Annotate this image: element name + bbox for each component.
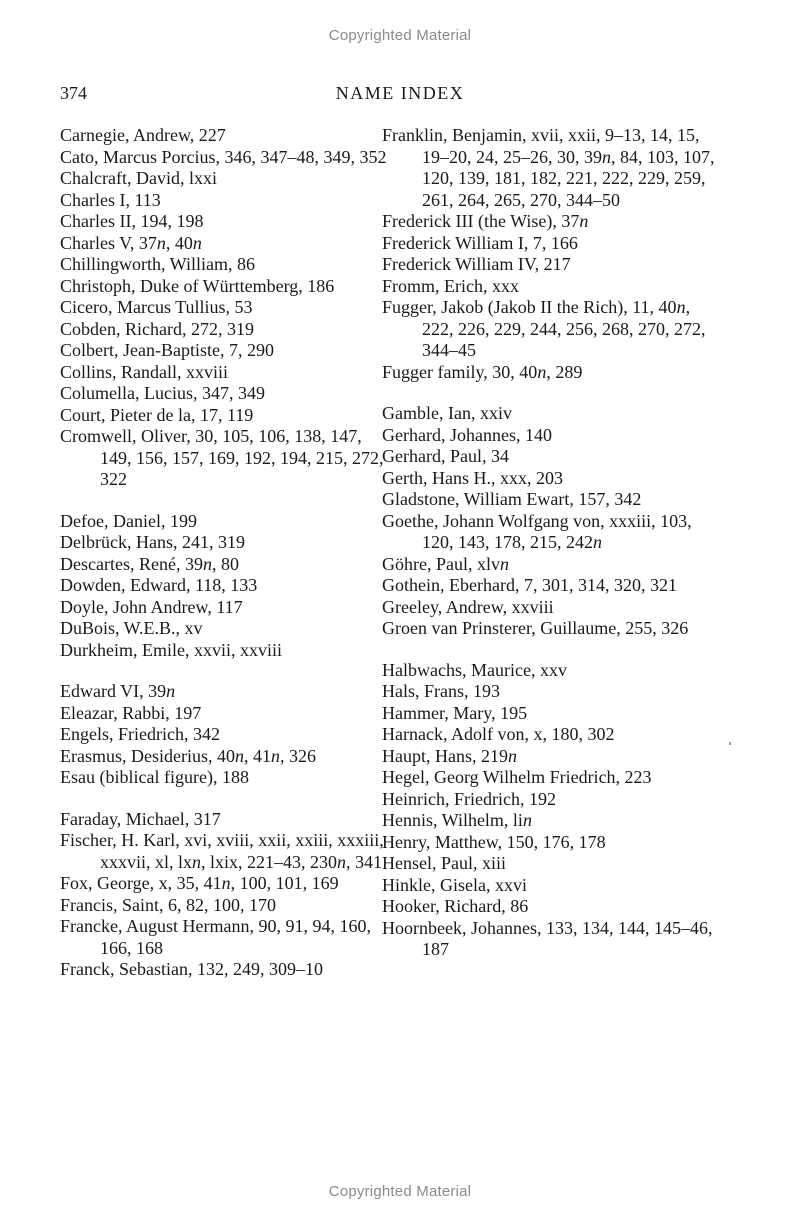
index-entry: Erasmus, Desiderius, 40n, 41n, 326 [60, 745, 316, 766]
index-entry: Engels, Friedrich, 342 [60, 724, 220, 744]
page-number: 374 [60, 83, 87, 103]
index-letter-group [382, 660, 722, 961]
index-entry: Christoph, Duke of Württemberg, 186 [60, 275, 335, 296]
index-entry: Francke, August Hermann, 90, 91, 94, 160, 166, 168 [60, 916, 371, 958]
index-entry: Frederick William IV, 217 [382, 254, 571, 274]
index-entry: Gothein, Eberhard, 7, 301, 314, 320, 321 [382, 575, 677, 595]
index-entry: Hinkle, Gisela, xxvi [382, 874, 527, 895]
index-entry: Durkheim, Emile, xxvii, xxviii [60, 639, 282, 660]
index-letter-group [60, 681, 390, 789]
index-entry: Hensel, Paul, xiii [382, 853, 506, 873]
index-entry: Frederick William I, 7, 166 [382, 232, 578, 253]
index-entry: Edward VI, 39n [60, 681, 176, 701]
index-entry: Gerth, Hans H., xxx, 203 [382, 467, 563, 488]
index-entry: Gerhard, Johannes, 140 [382, 424, 552, 445]
index-entry: Francis, Saint, 6, 82, 100, 170 [60, 894, 276, 915]
index-letter-group [382, 403, 722, 640]
index-entry: Hooker, Richard, 86 [382, 896, 529, 916]
index-entry: Hennis, Wilhelm, lin [382, 810, 532, 830]
index-entry: Heinrich, Friedrich, 192 [382, 788, 556, 809]
index-entry: Gladstone, William Ewart, 157, 342 [382, 489, 642, 509]
index-entry: Doyle, John Andrew, 117 [60, 596, 243, 617]
index-entry: Charles II, 194, 198 [60, 211, 204, 231]
running-head: NAME INDEX [335, 83, 465, 103]
index-column-left [60, 125, 390, 1001]
index-entry: Frederick III (the Wise), 37n [382, 211, 589, 231]
index-entry: Haupt, Hans, 219n [382, 745, 517, 766]
index-entry: DuBois, W.E.B., xv [60, 618, 203, 638]
index-letter-group [60, 511, 390, 662]
index-entry: Dowden, Edward, 118, 133 [60, 575, 258, 595]
index-entry: Columella, Lucius, 347, 349 [60, 383, 265, 403]
index-entry: Charles V, 37n, 40n [60, 232, 202, 253]
index-entry: Goethe, Johann Wolfgang von, xxxiii, 103, 120, 143, 178, 215, 242n [382, 510, 692, 552]
index-entry: Collins, Randall, xxviii [60, 361, 229, 382]
index-entry: Fugger, Jakob (Jakob II the Rich), 11, 40n, 222, 226, 229, 244, 256, 268, 270, 272, 344–45 [382, 297, 706, 360]
index-entry: Fischer, H. Karl, xvi, xviii, xxii, xxiii, xxxiii, xxxvii, xl, lxn, lxix, 221–43, 230n, 341 [60, 830, 384, 872]
index-entry: Hegel, Georg Wilhelm Friedrich, 223 [382, 767, 652, 787]
index-entry: Cicero, Marcus Tullius, 53 [60, 297, 253, 317]
index-entry: Fromm, Erich, xxx [382, 275, 519, 296]
index-entry: Carnegie, Andrew, 227 [60, 125, 226, 145]
index-entry: Colbert, Jean-Baptiste, 7, 290 [60, 340, 274, 360]
index-entry: Chalcraft, David, lxxi [60, 168, 217, 188]
index-entry: Gerhard, Paul, 34 [382, 446, 509, 466]
index-entry: Eleazar, Rabbi, 197 [60, 702, 202, 723]
index-entry: Cato, Marcus Porcius, 346, 347–48, 349, 352 [60, 146, 387, 167]
index-entry: Delbrück, Hans, 241, 319 [60, 532, 245, 552]
index-entry: Halbwachs, Maurice, xxv [382, 659, 567, 680]
stray-mark [729, 742, 731, 745]
index-letter-group [60, 809, 390, 981]
index-entry: Greeley, Andrew, xxviii [382, 596, 554, 617]
index-entry: Charles I, 113 [60, 189, 161, 210]
copyright-watermark-top: Copyrighted Material [328, 27, 472, 44]
copyright-watermark-bottom: Copyrighted Material [328, 1183, 472, 1200]
index-entry: Cobden, Richard, 272, 319 [60, 318, 254, 339]
index-entry: Franck, Sebastian, 132, 249, 309–10 [60, 959, 323, 979]
index-entry: Göhre, Paul, xlvn [382, 553, 509, 574]
index-entry: Cromwell, Oliver, 30, 105, 106, 138, 147, 149, 156, 157, 169, 192, 194, 215, 272, 322 [60, 426, 384, 489]
index-entry: Esau (biblical figure), 188 [60, 767, 249, 787]
index-entry: Hals, Frans, 193 [382, 681, 500, 701]
index-entry: Harnack, Adolf von, x, 180, 302 [382, 724, 615, 744]
index-entry: Court, Pieter de la, 17, 119 [60, 404, 254, 425]
index-entry: Descartes, René, 39n, 80 [60, 553, 239, 574]
index-entry: Gamble, Ian, xxiv [382, 403, 512, 423]
index-entry: Franklin, Benjamin, xvii, xxii, 9–13, 14, 15, 19–20, 24, 25–26, 30, 39n, 84, 103, 107, 120, 139, 181, 182, 221, 222, 229, 259, 261, 264, 265, 270, 344–50 [382, 125, 715, 210]
index-letter-group [60, 125, 390, 491]
index-entry: Defoe, Daniel, 199 [60, 510, 197, 531]
index-letter-group [382, 125, 722, 383]
index-entry: Faraday, Michael, 317 [60, 808, 221, 829]
index-entry: Henry, Matthew, 150, 176, 178 [382, 831, 606, 852]
index-entry: Fugger family, 30, 40n, 289 [382, 361, 583, 382]
index-column-right [382, 125, 722, 981]
index-entry: Fox, George, x, 35, 41n, 100, 101, 169 [60, 873, 339, 893]
index-entry: Chillingworth, William, 86 [60, 254, 255, 274]
index-entry: Groen van Prinsterer, Guillaume, 255, 326 [382, 618, 689, 638]
index-entry: Hoornbeek, Johannes, 133, 134, 144, 145–46, 187 [382, 917, 713, 959]
index-entry: Hammer, Mary, 195 [382, 702, 528, 723]
